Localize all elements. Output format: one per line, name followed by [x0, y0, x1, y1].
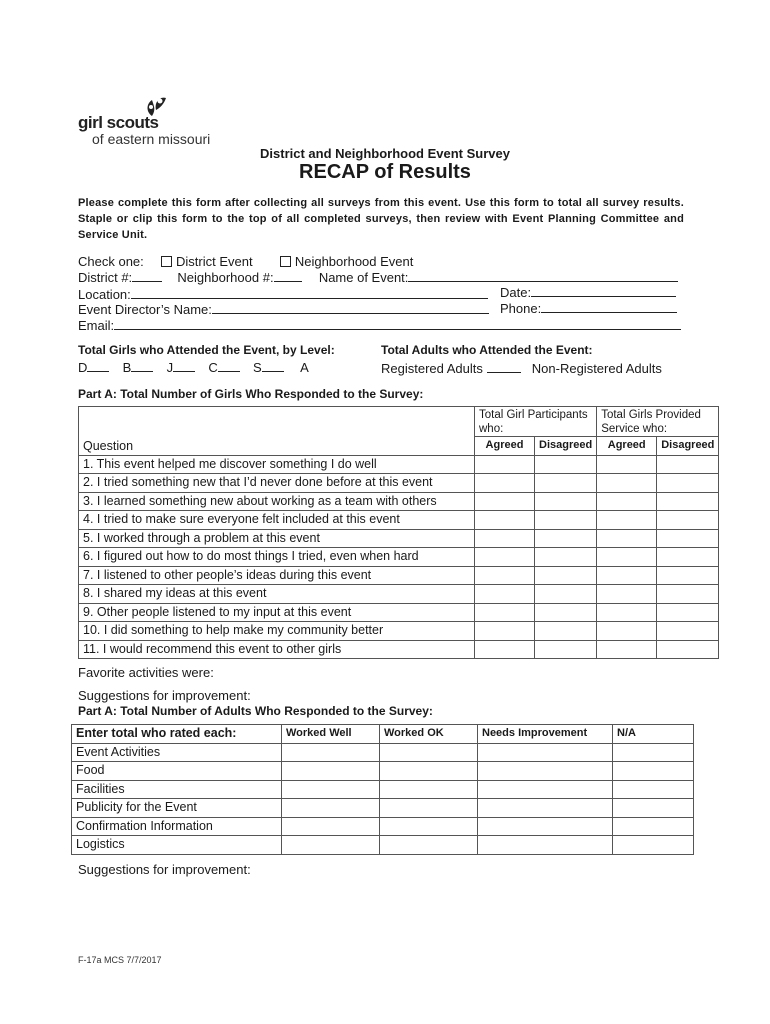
rating-cell[interactable]	[380, 799, 478, 818]
answer-cell[interactable]	[475, 640, 535, 659]
rating-cell[interactable]	[380, 836, 478, 855]
row-label: Logistics	[72, 836, 282, 855]
level-s-label: S	[252, 360, 262, 375]
table-row	[79, 585, 719, 604]
answer-cell[interactable]	[657, 474, 719, 493]
answer-cell[interactable]	[597, 585, 657, 604]
form-code: F-17a MCS 7/7/2017	[78, 955, 162, 965]
brand-name: girl scouts	[78, 113, 159, 132]
answer-cell[interactable]	[535, 640, 597, 659]
email-label: Email:	[78, 318, 115, 333]
phone-row	[500, 301, 677, 316]
question-cell: 1. This event helped me discover something I do well	[79, 455, 475, 474]
neighborhood-no-field[interactable]	[274, 270, 302, 282]
level-d-field[interactable]	[87, 360, 109, 372]
rating-cell[interactable]	[380, 762, 478, 781]
answer-cell[interactable]	[597, 529, 657, 548]
table-row	[72, 817, 694, 836]
rating-cell[interactable]	[282, 762, 380, 781]
date-label: Date:	[500, 285, 532, 300]
table-row	[79, 622, 719, 641]
answer-cell[interactable]	[535, 585, 597, 604]
girls-attended-heading: Total Girls who Attended the Event, by Level:	[78, 343, 335, 357]
question-cell: 4. I tried to make sure everyone felt included at this event	[79, 511, 475, 530]
page-subtitle: District and Neighborhood Event Survey	[260, 146, 510, 161]
row-label: Confirmation Information	[72, 817, 282, 836]
answer-cell[interactable]	[657, 529, 719, 548]
row-label: Event Activities	[72, 743, 282, 762]
question-cell: 11. I would recommend this event to other girls	[79, 640, 475, 659]
table-row	[72, 762, 694, 781]
question-cell: 6. I figured out how to do most things I tried, even when hard	[79, 548, 475, 567]
rating-cell[interactable]	[380, 817, 478, 836]
answer-cell[interactable]	[535, 603, 597, 622]
answer-cell[interactable]	[475, 548, 535, 567]
question-cell: 10. I did something to help make my community better	[79, 622, 475, 641]
girls-suggestions-label: Suggestions for improvement:	[78, 688, 251, 703]
answer-cell[interactable]	[475, 529, 535, 548]
table-row	[79, 640, 719, 659]
answer-cell[interactable]	[597, 511, 657, 530]
agreed-header: Agreed	[475, 437, 535, 456]
answer-cell[interactable]	[475, 585, 535, 604]
level-s-field[interactable]	[262, 360, 284, 372]
page-title: RECAP of Results	[299, 161, 471, 183]
adults-suggestions-label: Suggestions for improvement:	[78, 862, 251, 877]
rating-cell[interactable]	[478, 762, 613, 781]
levels-row	[78, 360, 309, 375]
rating-cell[interactable]	[282, 836, 380, 855]
answer-cell[interactable]	[475, 492, 535, 511]
answer-cell[interactable]	[597, 474, 657, 493]
phone-label: Phone:	[500, 301, 542, 316]
level-b-field[interactable]	[131, 360, 153, 372]
answer-cell[interactable]	[657, 511, 719, 530]
table-row	[79, 566, 719, 585]
rating-cell[interactable]	[380, 743, 478, 762]
answer-cell[interactable]	[475, 603, 535, 622]
district-row	[78, 270, 678, 285]
agreed-header: Agreed	[597, 437, 657, 456]
part-a-adults-heading: Part A: Total Number of Adults Who Responded to the Survey:	[78, 704, 433, 718]
answer-cell[interactable]	[657, 603, 719, 622]
rating-cell[interactable]	[613, 780, 694, 799]
table-row	[79, 529, 719, 548]
location-field[interactable]	[131, 287, 488, 299]
neighborhood-event-checkbox[interactable]	[280, 256, 291, 267]
table-row	[79, 492, 719, 511]
answer-cell[interactable]	[597, 548, 657, 567]
part-a-girls-heading: Part A: Total Number of Girls Who Responded to the Survey:	[78, 387, 424, 401]
answer-cell[interactable]	[535, 455, 597, 474]
answer-cell[interactable]	[657, 455, 719, 474]
rating-cell[interactable]	[613, 799, 694, 818]
rating-cell[interactable]	[282, 799, 380, 818]
answer-cell[interactable]	[535, 492, 597, 511]
level-j-label: J	[166, 360, 174, 375]
level-d-label: D	[78, 360, 88, 375]
question-cell: 2. I tried something new that I’d never done before at this event	[79, 474, 475, 493]
date-field[interactable]	[531, 285, 676, 297]
row-label: Food	[72, 762, 282, 781]
group2-header: Total Girls Provided Service who:	[597, 407, 719, 437]
email-row	[78, 318, 681, 333]
answer-cell[interactable]	[657, 566, 719, 585]
intro-text: Please complete this form after collecting all surveys from this event. Use this form to total all survey results. Staple or clip this form to the top of all completed surveys, then review with Event Planning Committee and Service Unit.	[78, 197, 684, 241]
answer-cell[interactable]	[475, 622, 535, 641]
rating-cell[interactable]	[478, 743, 613, 762]
question-cell: 3. I learned something new about working as a team with others	[79, 492, 475, 511]
rating-cell[interactable]	[380, 780, 478, 799]
adults-attended-heading: Total Adults who Attended the Event:	[381, 343, 593, 357]
level-a-label: A	[300, 360, 309, 375]
question-cell: 5. I worked through a problem at this event	[79, 529, 475, 548]
registered-field[interactable]	[487, 361, 521, 373]
neighborhood-event-label: Neighborhood Event	[294, 254, 414, 269]
adults-row	[381, 361, 662, 376]
favorite-activities-label: Favorite activities were:	[78, 665, 214, 680]
table-row	[72, 799, 694, 818]
rating-cell[interactable]	[613, 836, 694, 855]
director-field[interactable]	[212, 302, 489, 314]
answer-cell[interactable]	[597, 492, 657, 511]
district-no-label: District #:	[78, 270, 133, 285]
check-one-row	[78, 254, 413, 269]
group1-header: Total Girl Participants who:	[475, 407, 597, 437]
answer-cell[interactable]	[597, 603, 657, 622]
non-registered-label: Non-Registered Adults	[531, 361, 662, 376]
worked-well-header: Worked Well	[282, 725, 380, 744]
table-row	[79, 548, 719, 567]
rating-cell[interactable]	[282, 743, 380, 762]
answer-cell[interactable]	[535, 511, 597, 530]
level-b-label: B	[122, 360, 132, 375]
rating-cell[interactable]	[478, 799, 613, 818]
answer-cell[interactable]	[535, 548, 597, 567]
email-field[interactable]	[114, 318, 681, 330]
question-cell: 8. I shared my ideas at this event	[79, 585, 475, 604]
needs-improvement-header: Needs Improvement	[478, 725, 613, 744]
answer-cell[interactable]	[597, 622, 657, 641]
answer-cell[interactable]	[657, 585, 719, 604]
table-row	[79, 455, 719, 474]
district-event-checkbox[interactable]	[161, 256, 172, 267]
answer-cell[interactable]	[597, 566, 657, 585]
answer-cell[interactable]	[535, 566, 597, 585]
table-row	[72, 836, 694, 855]
director-label: Event Director’s Name:	[78, 302, 212, 317]
answer-cell[interactable]	[657, 548, 719, 567]
level-j-field[interactable]	[173, 360, 195, 372]
na-header: N/A	[613, 725, 694, 744]
phone-field[interactable]	[541, 301, 677, 313]
table-row	[72, 743, 694, 762]
table-row	[79, 603, 719, 622]
row-label: Publicity for the Event	[72, 799, 282, 818]
worked-ok-header: Worked OK	[380, 725, 478, 744]
answer-cell[interactable]	[597, 640, 657, 659]
answer-cell[interactable]	[597, 455, 657, 474]
question-cell: 7. I listened to other people’s ideas during this event	[79, 566, 475, 585]
answer-cell[interactable]	[475, 511, 535, 530]
neighborhood-no-label: Neighborhood #:	[177, 270, 274, 285]
date-row	[500, 285, 676, 300]
answer-cell[interactable]	[475, 566, 535, 585]
answer-cell[interactable]	[475, 455, 535, 474]
event-name-field[interactable]	[408, 270, 678, 282]
location-row	[78, 287, 488, 302]
answer-cell[interactable]	[535, 474, 597, 493]
table-row	[79, 474, 719, 493]
rating-cell[interactable]	[478, 817, 613, 836]
brand-region: of eastern missouri	[92, 131, 211, 147]
level-c-label: C	[208, 360, 218, 375]
rating-cell[interactable]	[613, 817, 694, 836]
row-label: Facilities	[72, 780, 282, 799]
rating-cell[interactable]	[478, 836, 613, 855]
answer-cell[interactable]	[535, 529, 597, 548]
location-label: Location:	[78, 287, 131, 302]
question-header: Question	[79, 407, 475, 456]
answer-cell[interactable]	[657, 492, 719, 511]
rating-cell[interactable]	[478, 780, 613, 799]
rate-header: Enter total who rated each:	[72, 725, 282, 744]
level-c-field[interactable]	[218, 360, 240, 372]
check-one-label: Check one:	[78, 254, 144, 269]
answer-cell[interactable]	[657, 640, 719, 659]
table-row	[79, 511, 719, 530]
rating-cell[interactable]	[613, 743, 694, 762]
question-cell: 9. Other people listened to my input at this event	[79, 603, 475, 622]
answer-cell[interactable]	[475, 474, 535, 493]
director-row	[78, 302, 489, 317]
rating-cell[interactable]	[282, 817, 380, 836]
registered-label: Registered Adults	[381, 361, 483, 376]
district-event-label: District Event	[176, 254, 253, 269]
event-name-label: Name of Event:	[318, 270, 409, 285]
table-row	[72, 780, 694, 799]
adults-survey-table	[71, 724, 694, 855]
girls-survey-table	[78, 406, 719, 659]
rating-cell[interactable]	[613, 762, 694, 781]
disagreed-header: Disagreed	[535, 437, 597, 456]
district-no-field[interactable]	[132, 270, 162, 282]
disagreed-header: Disagreed	[657, 437, 719, 456]
rating-cell[interactable]	[282, 780, 380, 799]
answer-cell[interactable]	[657, 622, 719, 641]
answer-cell[interactable]	[535, 622, 597, 641]
